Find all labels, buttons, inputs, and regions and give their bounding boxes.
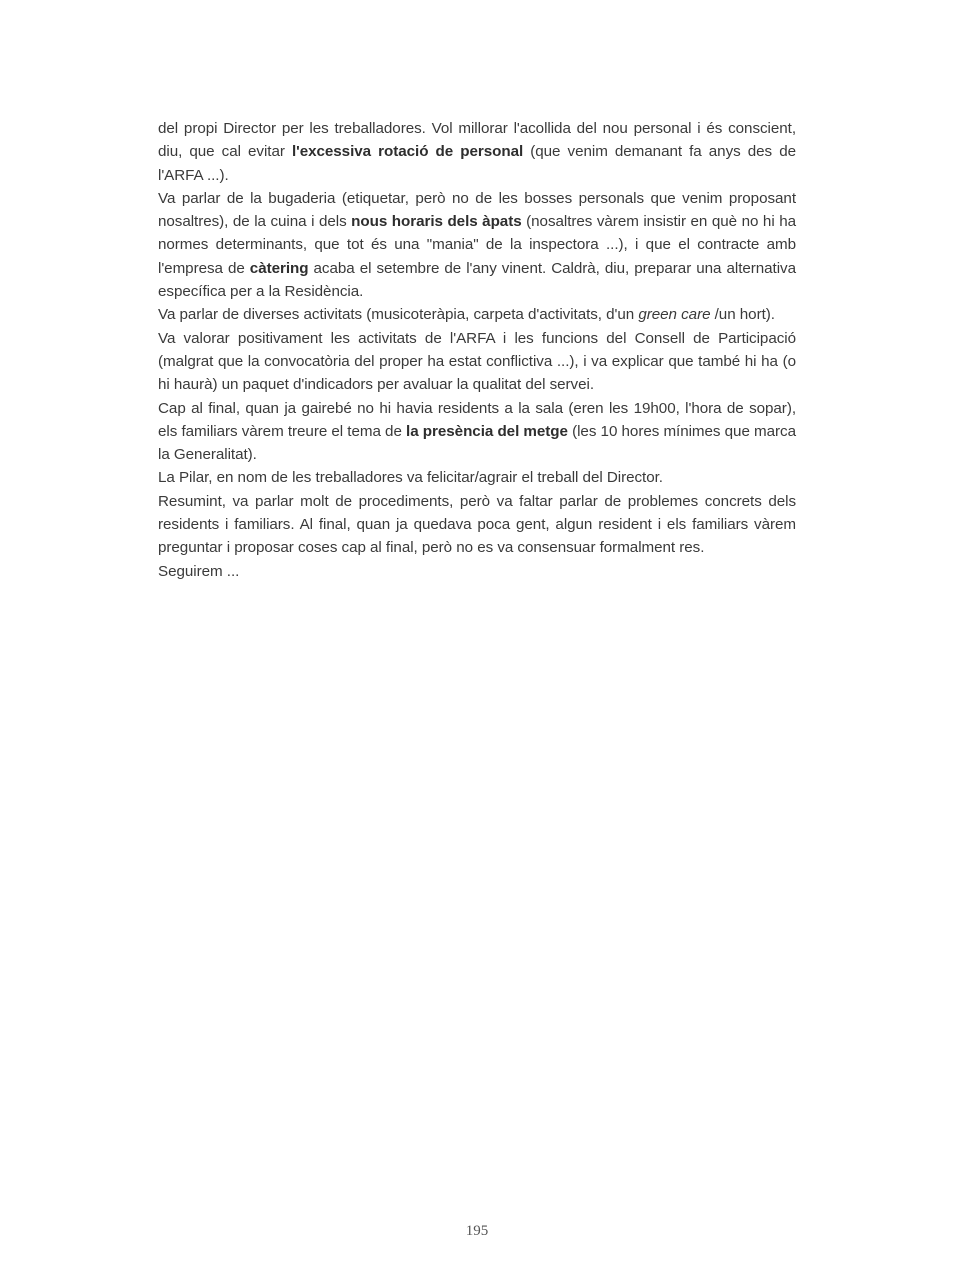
text-run: Cap al final, quan ja gairebé no hi havia residents a la sala (eren les 19h00, l'hora de sopar), els familiars vàrem treure el tema de bbox=[158, 399, 796, 440]
text-run: Va parlar de diverses activitats (musicoteràpia, carpeta d'activitats, d'un bbox=[158, 306, 639, 324]
paragraph bbox=[158, 466, 796, 489]
text-run: /un hort). bbox=[710, 306, 775, 324]
bold-text-run: càtering bbox=[249, 259, 309, 277]
page-number: 195 bbox=[465, 1223, 489, 1239]
paragraph bbox=[158, 397, 796, 467]
document-body bbox=[158, 117, 796, 583]
text-run: La Pilar, en nom de les treballadores va felicitar/agrair el treball del Director. bbox=[158, 469, 663, 487]
text-run: Va parlar de la bugaderia (etiquetar, però no de les bosses personals que venim proposant nosaltres), de la cuina i dels bbox=[158, 189, 796, 231]
paragraph bbox=[158, 490, 796, 560]
bold-text-run: nous horaris dels àpats bbox=[351, 213, 522, 231]
bold-text-run: la presència del metge bbox=[406, 422, 568, 440]
text-run: (nosaltres vàrem insistir en què no hi ha normes determinants, que tot és una "mania" de la inspectora ...), i que el contracte amb l'empresa de bbox=[158, 213, 796, 277]
paragraph bbox=[158, 187, 796, 303]
text-run: Va valorar positivament les activitats de l'ARFA i les funcions del Consell de Participació (malgrat que la convocatòria del proper ha estat conflictiva ...), i va explicar que també hi ha (o hi haurà) un paquet d'indicadors per avaluar la qualitat del servei. bbox=[158, 329, 796, 394]
text-run: Seguirem ... bbox=[158, 562, 240, 580]
text-run: del propi Director per les treballadores. Vol millorar l'acollida del nou personal i és conscient, diu, que cal evitar bbox=[158, 120, 796, 161]
italic-text-run: green care bbox=[638, 306, 711, 324]
text-run: acaba el setembre de l'any vinent. Caldrà, diu, preparar una alternativa específica per a la Residència. bbox=[158, 259, 796, 301]
paragraph bbox=[158, 117, 796, 187]
text-run: (les 10 hores mínimes que marca la Generalitat). bbox=[158, 422, 796, 464]
paragraph bbox=[158, 303, 796, 326]
text-run: Resumint, va parlar molt de procediments, però va faltar parlar de problemes concrets dels residents i familiars. Al final, quan ja quedava poca gent, algun resident i els familiars vàrem preguntar i proposar coses cap al final, però no es va consensuar formalment res. bbox=[158, 492, 796, 557]
paragraph bbox=[158, 560, 796, 583]
text-run: (que venim demanant fa anys des de l'ARFA ...). bbox=[158, 143, 796, 184]
bold-text-run: l'excessiva rotació de personal bbox=[291, 143, 524, 161]
paragraph bbox=[158, 327, 796, 397]
